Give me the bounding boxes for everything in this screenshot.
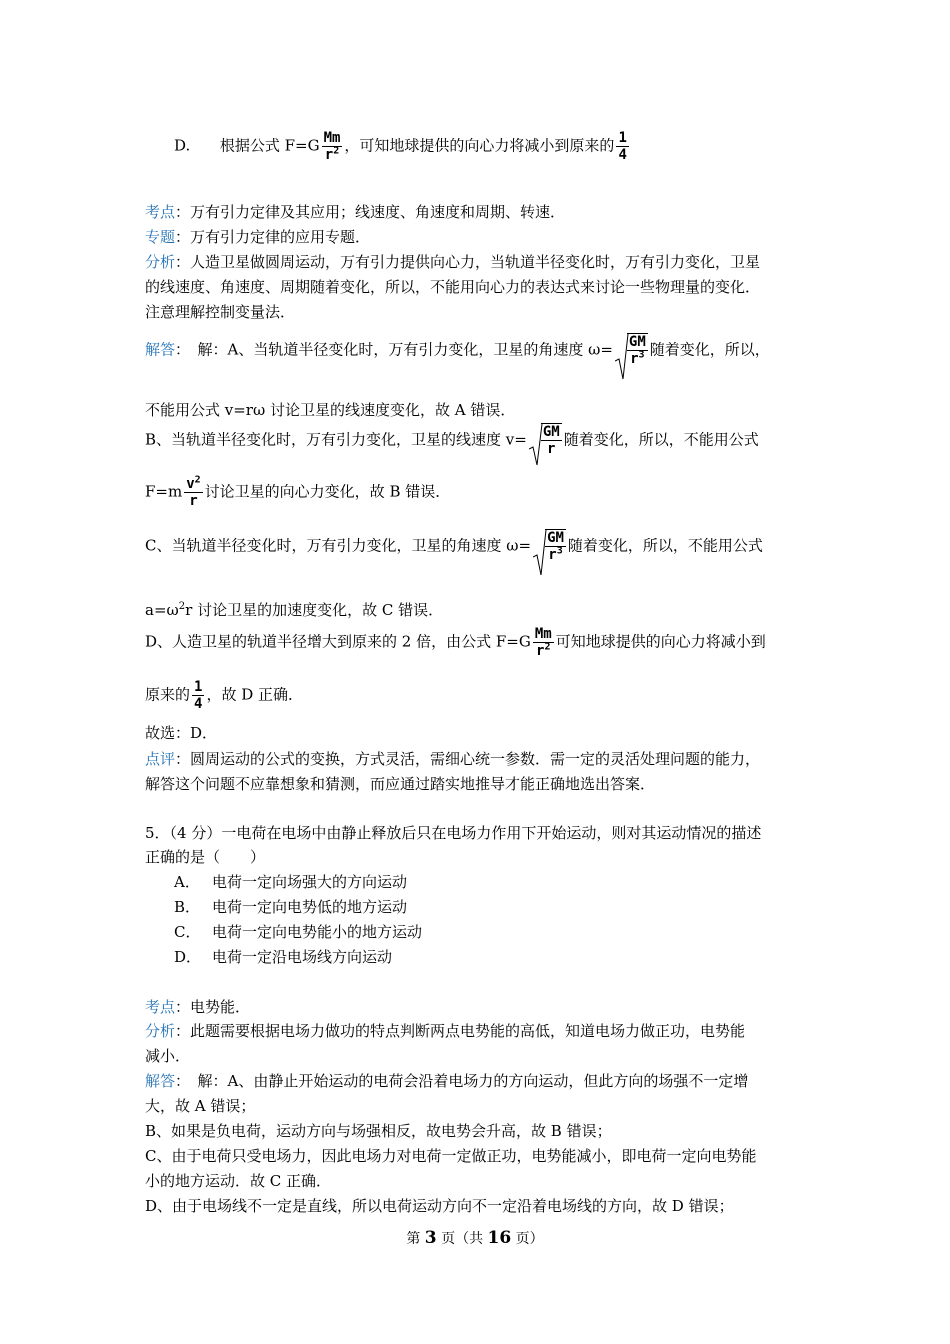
q5-option-a: A． 电荷一定向场强大的方向运动 xyxy=(174,873,408,891)
fenxi-line: 的线速度、角速度、周期随着变化，所以，不能用向心力的表达式来讨论一些物理量的变化． xyxy=(145,278,761,296)
q5-option-c: C． 电荷一定向电势能小的地方运动 xyxy=(174,923,423,941)
sqrt-expression: $\frac{GM}{r^3}$ xyxy=(533,529,566,564)
jieda-b: B、当轨道半径变化时，万有引力变化，卫星的线速度 v= $\frac{GM}{r}$ 随着变化，所以，不能用公式 xyxy=(145,423,810,458)
fraction: $\frac{v^2}{r}$ xyxy=(186,474,201,509)
question-5-stem: 5．（4 分）一电荷在电场中由静止释放后只在电场力作用下开始运动，则对其运动情况的描述 xyxy=(145,824,762,842)
q5-jieda: 解答： 解：A、由静止开始运动的电荷会沿着电场力的方向运动，但此方向的场强不一定增 xyxy=(145,1072,749,1090)
jieda-d: D、人造卫星的轨道半径增大到原来的 2 倍，由公式 F=G $\frac{Mm}{r^2}$ 可知地球提供的向心力将减小到 xyxy=(145,626,766,659)
q5-fenxi-line: 减小． xyxy=(145,1047,191,1065)
option-letter: D. xyxy=(174,136,191,155)
fraction: $\frac{1}{4}$ xyxy=(194,679,203,712)
fenxi-line: 注意理解控制变量法． xyxy=(145,303,296,321)
q5-jieda-line: D、由于电场线不一定是直线，所以电荷运动方向不一定沿着电场线的方向，故 D 错误； xyxy=(145,1197,734,1215)
q5-option-d: D． 电荷一定沿电场线方向运动 xyxy=(174,948,393,966)
dianping-line: 解答这个问题不应靠想象和猜测，而应通过踏实地推导才能正确地选出答案． xyxy=(145,775,656,793)
q5-jieda-line: 小的地方运动．故 C 正确． xyxy=(145,1172,332,1190)
q5-option-b: B． 电荷一定向电势低的地方运动 xyxy=(174,898,408,916)
dianping: 点评：圆周运动的公式的变换，方式灵活，需细心统一参数．需一定的灵活处理问题的能力， xyxy=(145,750,761,768)
option-text: ，可知地球提供的向心力将减小到原来的 xyxy=(344,136,615,155)
page-number: 3 xyxy=(424,1228,437,1248)
q5-fenxi: 分析：此题需要根据电场力做功的特点判断两点电势能的高低，知道电场力做正功，电势能 xyxy=(145,1022,746,1040)
jieda-line: 不能用公式 v=rω 讨论卫星的线速度变化，故 A 错误． xyxy=(145,401,516,419)
kaodian: 考点：万有引力定律及其应用；线速度、角速度和周期、转速． xyxy=(145,203,566,221)
jieda-c2: $a=\omega^2r$ 讨论卫星的加速度变化，故 C 错误． xyxy=(145,601,444,619)
fraction: $\frac{1}{4}$ xyxy=(618,130,627,163)
fenxi: 分析：人造卫星做圆周运动，万有引力提供向心力，当轨道半径变化时，万有引力变化，卫星 xyxy=(145,253,761,271)
q5-jieda-line: 大，故 A 错误； xyxy=(145,1097,256,1115)
q5-jieda-line: C、由于电荷只受电场力，因此电场力对电荷一定做正功，电势能减小，即电荷一定向电势能 xyxy=(145,1147,757,1165)
jieda-b2: F=m $\frac{v^2}{r}$ 讨论卫星的向心力变化，故 B 错误． xyxy=(145,474,451,509)
jieda-a: 解答： 解：A、当轨道半径变化时，万有引力变化，卫星的角速度 ω= $\frac{GM}{r^3}$ 随着变化，所以， xyxy=(145,333,810,368)
jieda-d2: 原来的 $\frac{1}{4}$ ，故 D 正确． xyxy=(145,679,304,712)
page-total: 16 xyxy=(487,1228,512,1248)
option-text: 根据公式 F=G xyxy=(219,136,320,155)
jieda-c: C、当轨道半径变化时，万有引力变化，卫星的角速度 ω= $\frac{GM}{r^3}$ 随着变化，所以，不能用公式 xyxy=(145,529,810,564)
sqrt-expression: $\frac{GM}{r}$ xyxy=(529,423,562,458)
guxuan: 故选：D． xyxy=(145,724,218,742)
question-5-stem-line: 正确的是（ ） xyxy=(145,848,266,866)
option-d-line xyxy=(174,130,839,163)
sqrt-expression: $\frac{GM}{r^3}$ xyxy=(615,333,648,368)
page-footer: 第 3 页（共 16 页） xyxy=(406,1228,544,1248)
q5-kaodian: 考点：电势能． xyxy=(145,998,251,1016)
q5-jieda-line: B、如果是负电荷，运动方向与场强相反，故电势会升高，故 B 错误； xyxy=(145,1122,612,1140)
zhuanti: 专题：万有引力定律的应用专题． xyxy=(145,228,371,246)
fraction: $\frac{Mm}{r^2}$ xyxy=(534,626,552,659)
fraction: $\frac{Mm}{r^2}$ xyxy=(323,130,341,163)
